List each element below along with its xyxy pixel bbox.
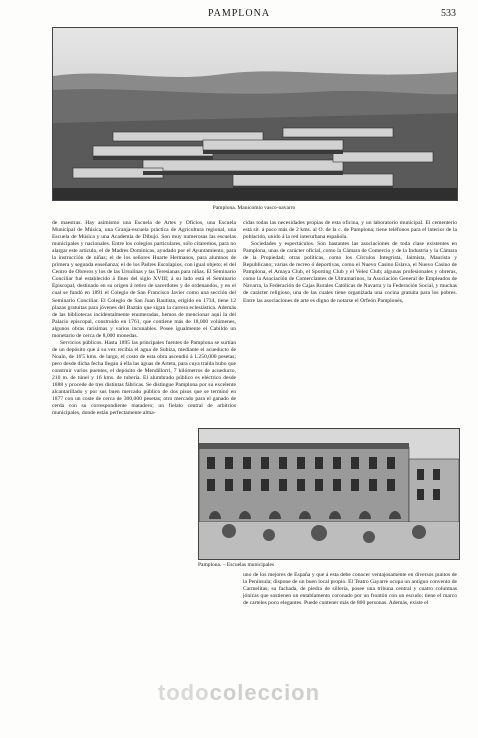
manicomio-illustration: [53, 28, 457, 200]
watermark-prefix: todo: [157, 680, 210, 705]
paragraph: Servicios públicos. Hasta 1895 las principales fuentes de Pamplona se surtían de un depósito que á su vez recibía el agua de Subiza, mediante el acueducto de Noain, de 16'5 kms. de largo, el costo de esta obra ascendió á 1.250,000 pesetas; pero desde dicha fecha llegan á ella las aguas de Arteta, para cuya traída hubo que construir varios puentes, el depósito de Mendillorri, 7 kilómetros de acueducto, 210 m. de túnel y 16 kms. de tubería. El alumbrado público es eléctrico desde 1888 y procede de tres distintas fábricas. Se distingue Pamplona por su excelente alcantarillado y por sus buen mercado público de dos pisos que se terminó en 1877 con un coste de cerca de 300,000 pesetas; otro mercado para el ganado de cerda con su correspondiente matadero; un fielato central de arbitrios municipales, donde están perfectamente alma-: [52, 339, 236, 417]
escuelas-caption: Pamplona. – Escuelas municipales: [198, 562, 275, 568]
manicomio-photo: [52, 27, 458, 201]
watermark-logo: [0, 680, 478, 706]
watermark-brand: coleccion: [209, 680, 321, 705]
page-header: [0, 8, 478, 22]
escuelas-illustration: [199, 429, 459, 559]
paragraph: de maestras. Hay asimismo una Escuela de Artes y Oficios, una Escuela Municipal de Música, una Granja-escuela práctica de Agricultura regional, una Escuela de Música y una Academia de Dibujo. Son muy numerosas las escuelas municipales y nacionales. Entre los colegios particulares, sólo citaremos, para no alargar este artículo, el de Madres Dominicas, ayudado por el Ayuntamiento, para la instrucción de niñas; el de los señores Huarte Hermanos, para alumnos de primera y segunda enseñanza; el de los Padres Escolapios, con igual objeto; el del Centro de Obreros y los de las Ursulinas y las Teresianas para niñas. El Seminario Conciliar fué establecido á fines del siglo XVIII; á su lado está el Seminario Episcopal, destinado en su origen á retiro de sacerdotes y de ordenandos, y en el cual se fundó en 1891 el Colegio de San Francisco Javier como una sección del Seminario Conciliar. El Colegio de San Juan Bautista, erigido en 1734, tiene 12 plazas gratuitas para jóvenes del Baztán que sigan la carrera eclesiástica. Además de las bibliotecas incidentalmente enumeradas, hemos de mencionar aquí la del Palacio episcopal, construido en 1761, que contiene más de 18,000 volúmenes, algunos obras rarísimas y varios incunables. Posee igualmente el Cabildo un monetario de cerca de 8,000 monedas.: [52, 220, 236, 339]
paragraph: cidas todas las necesidades propias de esta oficina, y un laboratorio municipal. El cementerio está sit. á poco más de 2 kms. al O. de la c. de Pamplona; tiene teléfonos para el interior de la población, unido á la red interurbana española.: [243, 220, 457, 241]
paragraph: uno de los mejores de España y que á esta debe conocer ventajosamente en diversos puntos de la Península; dispone de un buen local propio. El Teatro Gayarre ocupa un antiguo convento de Carmelitas; su fachada, de piedra de sillería, posee una tribuna central y cuatro columnas jónicas que sostienen un entablamento coronado por un frontón con un escudo; tiene el marco de carteles poco elegantes. Puede contener más de 800 personas. Además, existe el: [243, 572, 457, 607]
manicomio-caption: Pamplona. Manicomio vasco-navarro: [212, 205, 296, 211]
paragraph: Sociedades y espectáculos. Son bastantes las asociaciones de toda clase existentes en Pamplona, unas de carácter oficial, como la Cámara de Comercio y de la Industria y la Cámara de la Propiedad; otras políticas, como los Círculos Integrista, Jaimista, Maurista y Republicano; varias de recreo ó deportivas, como el Nuevo Casino Eslava, el Nuevo Casino de Pamplona, el Amaya Club, el Sporting Club y el Velez Club; algunas profesionales y obreras, como la Asociación de Comerciantes de Ultramarinos, la Asociación General de Empleados de Navarra, la Federación de Cajas Rurales Católicas de Navarra y la Federación Social, y muchas de carácter religioso, una de las cuales tiene organizada una cocina gratuita para los pobres. Entre las asociaciones de arte es digno de notarse el Orfeón Pamplonés,: [243, 241, 457, 304]
running-title: PAMPLONA: [207, 8, 271, 19]
escuelas-photo: [198, 428, 460, 560]
page-number: 533: [441, 8, 456, 19]
right-column-top: [243, 220, 457, 424]
right-column-bottom: [243, 572, 457, 668]
